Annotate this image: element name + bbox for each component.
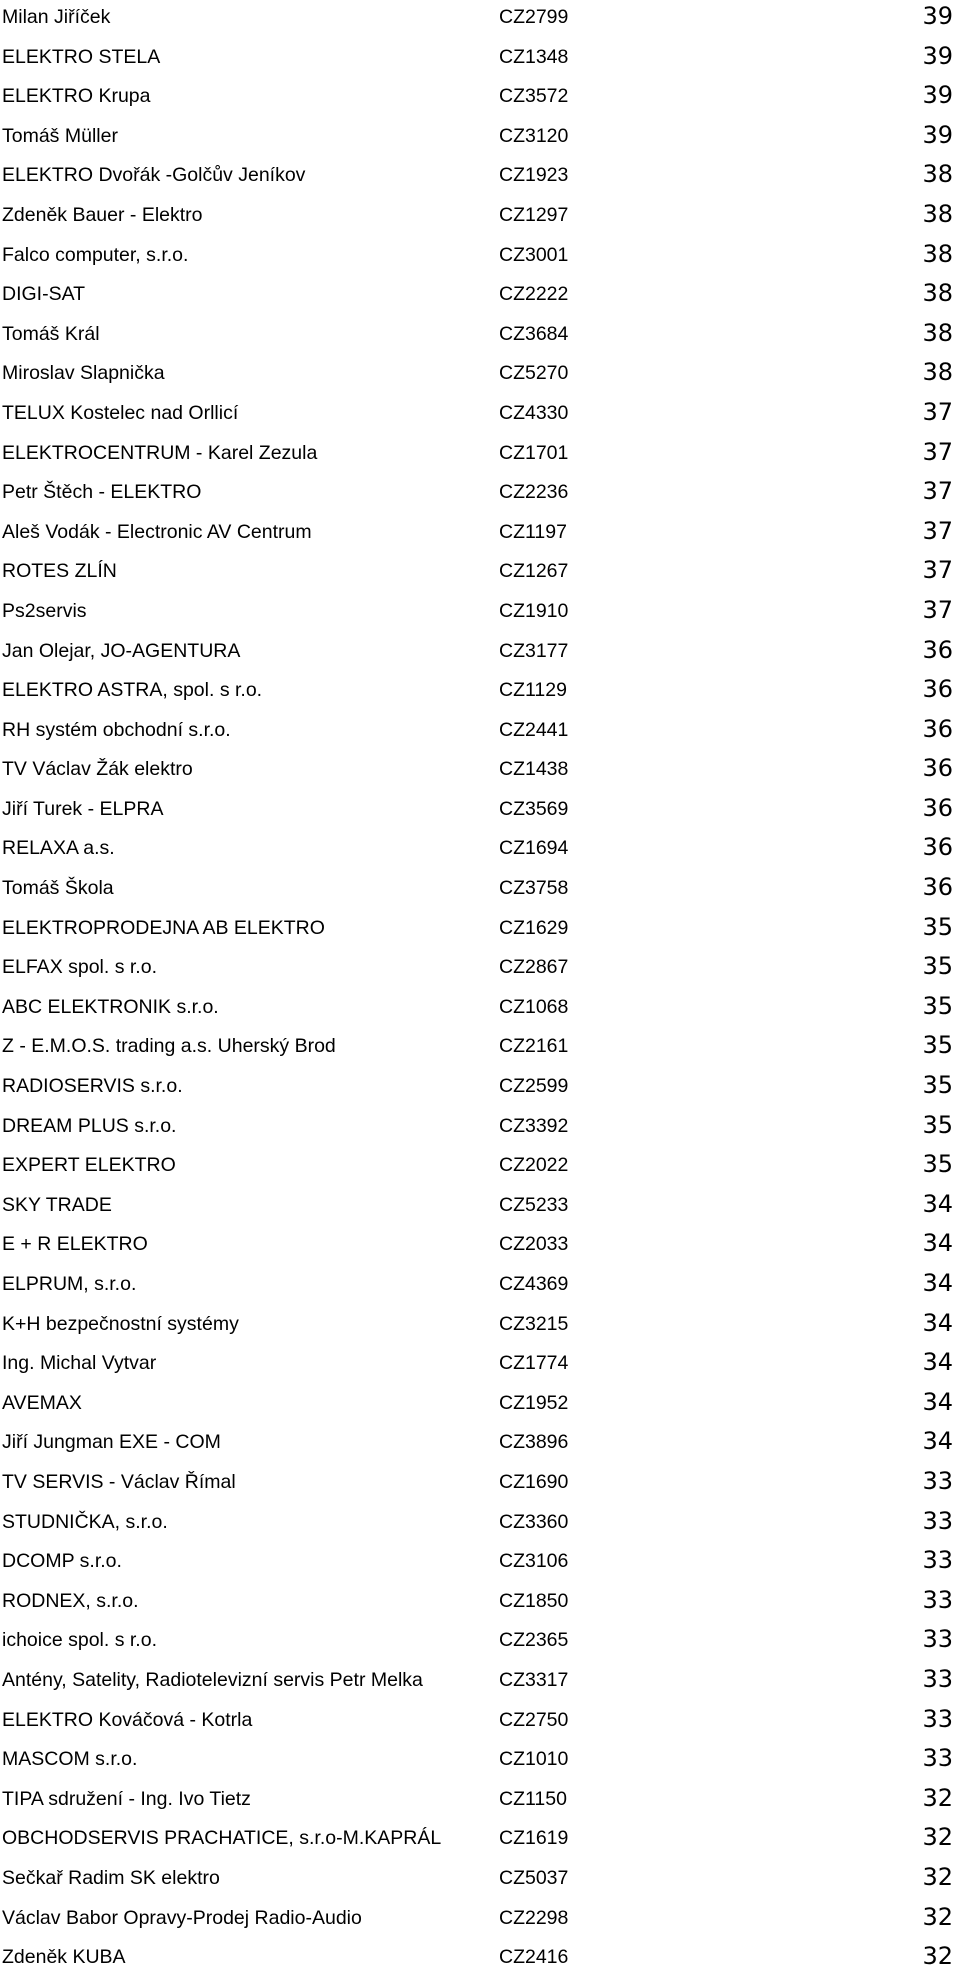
dealer-score: 32 [922, 1783, 953, 1812]
dealer-score: 34 [922, 1348, 953, 1377]
dealer-code: CZ1952 [499, 1391, 569, 1414]
table-row [0, 1267, 960, 1307]
dealer-name: TV Václav Žák elektro [2, 758, 193, 781]
dealer-code: CZ1619 [499, 1827, 569, 1850]
dealer-name: ichoice spol. s r.o. [2, 1629, 157, 1652]
dealer-name: RH systém obchodní s.r.o. [2, 718, 231, 741]
dealer-name: Tomáš Škola [2, 877, 114, 900]
dealer-name: ABC ELEKTRONIK s.r.o. [2, 995, 219, 1018]
dealer-score: 35 [922, 1150, 953, 1179]
dealer-code: CZ1068 [499, 995, 569, 1018]
dealer-score: 36 [922, 635, 953, 664]
dealer-name: RELAXA a.s. [2, 837, 115, 860]
dealer-code: CZ1629 [499, 916, 569, 939]
dealer-code: CZ3569 [499, 797, 569, 820]
dealer-score: 34 [922, 1387, 953, 1416]
dealer-code: CZ1923 [499, 164, 569, 187]
table-row [0, 1623, 960, 1663]
dealer-name: OBCHODSERVIS PRACHATICE, s.r.o-M.KAPRÁL [2, 1827, 442, 1850]
table-row [0, 634, 960, 674]
dealer-score: 32 [922, 1942, 953, 1971]
dealer-name: ELEKTRO ASTRA, spol. s r.o. [2, 679, 263, 702]
table-row [0, 158, 960, 198]
dealer-score: 36 [922, 714, 953, 743]
dealer-code: CZ3758 [499, 877, 569, 900]
dealer-code: CZ5270 [499, 362, 569, 385]
dealer-code: CZ3896 [499, 1431, 569, 1454]
dealer-code: CZ2599 [499, 1075, 569, 1098]
dealer-code: CZ4369 [499, 1273, 569, 1295]
dealer-code: CZ1910 [499, 599, 569, 622]
dealer-name: Jiří Turek - ELPRA [2, 797, 164, 820]
dealer-name: ELEKTRO Dvořák -Golčův Jeníkov [2, 164, 306, 187]
table-row [0, 0, 960, 40]
dealer-score: 34 [922, 1427, 953, 1456]
dealer-score: 38 [922, 199, 953, 228]
dealer-name: EXPERT ELEKTRO [2, 1154, 176, 1177]
dealer-code: CZ2365 [499, 1629, 569, 1652]
dealer-code: CZ1774 [499, 1352, 569, 1375]
dealer-score: 35 [922, 912, 953, 941]
dealer-name: Ps2servis [2, 599, 87, 622]
table-row [0, 792, 960, 832]
dealer-name: AVEMAX [2, 1391, 82, 1414]
dealer-score: 33 [922, 1744, 953, 1773]
dealer-code: CZ2222 [499, 283, 569, 306]
dealer-name: Zdeněk KUBA [2, 1946, 126, 1969]
dealer-code: CZ1850 [499, 1589, 569, 1612]
table-row [0, 594, 960, 634]
dealer-name: Milan Jiříček [2, 6, 111, 28]
dealer-name: ELEKTRO Kováčová - Kotrla [2, 1708, 253, 1731]
table-row [0, 1425, 960, 1465]
table-row [0, 1505, 960, 1545]
dealer-code: CZ1129 [499, 679, 567, 702]
dealer-score: 33 [922, 1664, 953, 1693]
table-row [0, 238, 960, 278]
table-row [0, 1307, 960, 1347]
dealer-score: 32 [922, 1823, 953, 1852]
dealer-code: CZ1348 [499, 45, 569, 68]
dealer-score: 39 [922, 81, 953, 110]
dealer-code: CZ2033 [499, 1233, 569, 1256]
dealer-name: Petr Štěch - ELEKTRO [2, 481, 202, 504]
dealer-code: CZ1438 [499, 758, 569, 781]
dealer-score: 35 [922, 991, 953, 1020]
dealer-name: Aleš Vodák - Electronic AV Centrum [2, 520, 312, 543]
dealer-code: CZ1701 [499, 441, 569, 464]
dealer-score: 32 [922, 1902, 953, 1931]
dealer-name: DIGI-SAT [2, 283, 86, 306]
table-row [0, 396, 960, 436]
table-row [0, 990, 960, 1030]
dealer-name: RADIOSERVIS s.r.o. [2, 1075, 183, 1098]
dealer-code: CZ2022 [499, 1154, 569, 1177]
dealer-score: 36 [922, 754, 953, 783]
table-row [0, 1663, 960, 1703]
table-row [0, 1584, 960, 1624]
table-row [0, 1346, 960, 1386]
table-row [0, 1901, 960, 1941]
dealer-code: CZ3177 [499, 639, 569, 662]
table-row [0, 1742, 960, 1782]
dealer-code: CZ1010 [499, 1748, 569, 1771]
dealer-code: CZ3120 [499, 124, 569, 147]
table-row [0, 475, 960, 515]
dealer-name: STUDNIČKA, s.r.o. [2, 1510, 168, 1533]
dealer-name: Václav Babor Opravy-Prodej Radio-Audio [2, 1906, 362, 1929]
dealer-name: Falco computer, s.r.o. [2, 243, 189, 266]
dealer-name: Sečkař Radim SK elektro [2, 1866, 220, 1889]
dealer-score: 34 [922, 1229, 953, 1258]
dealer-score: 33 [922, 1704, 953, 1733]
dealer-code: CZ3572 [499, 85, 569, 108]
dealer-code: CZ3317 [499, 1668, 569, 1691]
table-row [0, 1544, 960, 1584]
dealer-code: CZ2799 [499, 6, 569, 28]
dealer-score: 39 [922, 120, 953, 149]
table-row [0, 1109, 960, 1149]
dealer-score: 38 [922, 160, 953, 189]
dealer-score: 38 [922, 239, 953, 268]
dealer-score: 37 [922, 437, 953, 466]
dealer-name: ELFAX spol. s r.o. [2, 956, 157, 979]
dealer-code: CZ1197 [499, 520, 567, 543]
dealer-code: CZ2416 [499, 1946, 569, 1969]
dealer-code: CZ3106 [499, 1550, 569, 1573]
dealer-code: CZ1694 [499, 837, 569, 860]
dealer-code: CZ5037 [499, 1866, 569, 1889]
table-row [0, 515, 960, 555]
table-row [0, 1465, 960, 1505]
dealer-score: 34 [922, 1189, 953, 1218]
dealer-name: E + R ELEKTRO [2, 1233, 148, 1256]
dealer-name: Antény, Satelity, Radiotelevizní servis Petr Melka [2, 1668, 423, 1691]
dealer-code: CZ5233 [499, 1193, 569, 1216]
dealer-code: CZ2867 [499, 956, 569, 979]
table-row [0, 1069, 960, 1109]
table-row [0, 1940, 960, 1980]
dealer-code: CZ3215 [499, 1312, 569, 1335]
dealer-name: ELEKTROPRODEJNA AB ELEKTRO [2, 916, 325, 939]
dealer-score: 33 [922, 1625, 953, 1654]
table-row [0, 1148, 960, 1188]
table-row [0, 198, 960, 238]
dealer-code: CZ3001 [499, 243, 569, 266]
dealer-score: 35 [922, 952, 953, 981]
dealer-score: 37 [922, 556, 953, 585]
dealer-score: 33 [922, 1546, 953, 1575]
dealer-name: RODNEX, s.r.o. [2, 1589, 139, 1612]
table-row [0, 1188, 960, 1228]
dealer-score: 36 [922, 793, 953, 822]
table-row [0, 1703, 960, 1743]
table-row [0, 1861, 960, 1901]
dealer-name: MASCOM s.r.o. [2, 1748, 138, 1771]
dealer-score: 36 [922, 873, 953, 902]
table-row [0, 79, 960, 119]
dealer-name: ELPRUM, s.r.o. [2, 1273, 137, 1295]
dealer-name: Miroslav Slapnička [2, 362, 165, 385]
dealer-code: CZ3684 [499, 322, 569, 345]
table-row [0, 1386, 960, 1426]
dealer-code: CZ1267 [499, 560, 569, 583]
dealer-name: TELUX Kostelec nad Orllicí [2, 401, 239, 424]
dealer-name: Zdeněk Bauer - Elektro [2, 203, 203, 226]
dealer-code: CZ3360 [499, 1510, 569, 1533]
dealer-code: CZ2161 [499, 1035, 569, 1058]
table-row [0, 713, 960, 753]
dealer-score: 37 [922, 516, 953, 545]
dealer-name: ROTES ZLÍN [2, 560, 117, 583]
dealer-name: Jan Olejar, JO-AGENTURA [2, 639, 241, 662]
dealer-name: DCOMP s.r.o. [2, 1550, 122, 1573]
dealer-score: 37 [922, 397, 953, 426]
dealer-score: 37 [922, 595, 953, 624]
dealer-score: 38 [922, 358, 953, 387]
table-row [0, 911, 960, 951]
dealer-code: CZ1297 [499, 203, 569, 226]
dealer-code: CZ2298 [499, 1906, 569, 1929]
dealer-score: 35 [922, 1071, 953, 1100]
dealer-score: 33 [922, 1506, 953, 1535]
table-row [0, 752, 960, 792]
table-row [0, 277, 960, 317]
dealer-name: SKY TRADE [2, 1193, 112, 1216]
dealer-score: 36 [922, 833, 953, 862]
dealer-score: 35 [922, 1031, 953, 1060]
dealer-score: 34 [922, 1269, 953, 1297]
dealer-name: Tomáš Král [2, 322, 100, 345]
dealer-score: 35 [922, 1110, 953, 1139]
dealer-score: 38 [922, 318, 953, 347]
table-row [0, 356, 960, 396]
dealer-score: 32 [922, 1862, 953, 1891]
dealer-score: 39 [922, 2, 953, 30]
dealer-code: CZ2441 [499, 718, 569, 741]
table-row [0, 831, 960, 871]
dealer-score: 33 [922, 1585, 953, 1614]
dealer-code: CZ1150 [499, 1787, 567, 1810]
table-row [0, 317, 960, 357]
dealer-name: Jiří Jungman EXE - COM [2, 1431, 221, 1454]
dealer-name: Z - E.M.O.S. trading a.s. Uherský Brod [2, 1035, 336, 1058]
table-row [0, 119, 960, 159]
dealer-code: CZ4330 [499, 401, 569, 424]
table-row [0, 1227, 960, 1267]
table-row [0, 1029, 960, 1069]
table-row [0, 1821, 960, 1861]
dealer-name: TV SERVIS - Václav Římal [2, 1470, 236, 1493]
dealer-name: Tomáš Müller [2, 124, 118, 147]
dealer-name: ELEKTRO STELA [2, 45, 161, 68]
dealer-name: K+H bezpečnostní systémy [2, 1312, 239, 1335]
dealer-name: TIPA sdružení - Ing. Ivo Tietz [2, 1787, 251, 1810]
dealer-name: ELEKTROCENTRUM - Karel Zezula [2, 441, 318, 464]
dealer-code: CZ3392 [499, 1114, 569, 1137]
table-row [0, 436, 960, 476]
dealer-code: CZ1690 [499, 1470, 569, 1493]
table-row [0, 871, 960, 911]
dealer-score: 38 [922, 279, 953, 308]
table-row [0, 673, 960, 713]
dealer-name: ELEKTRO Krupa [2, 85, 151, 108]
table-row [0, 40, 960, 80]
table-row [0, 950, 960, 990]
dealer-score: 36 [922, 675, 953, 704]
dealer-name: Ing. Michal Vytvar [2, 1352, 157, 1375]
dealer-name: DREAM PLUS s.r.o. [2, 1114, 177, 1137]
table-row [0, 554, 960, 594]
dealer-code: CZ2750 [499, 1708, 569, 1731]
dealer-score: 39 [922, 41, 953, 70]
dealer-score: 34 [922, 1308, 953, 1337]
dealer-code: CZ2236 [499, 481, 569, 504]
dealer-score: 33 [922, 1466, 953, 1495]
dealer-score: 37 [922, 477, 953, 506]
table-row [0, 1782, 960, 1822]
